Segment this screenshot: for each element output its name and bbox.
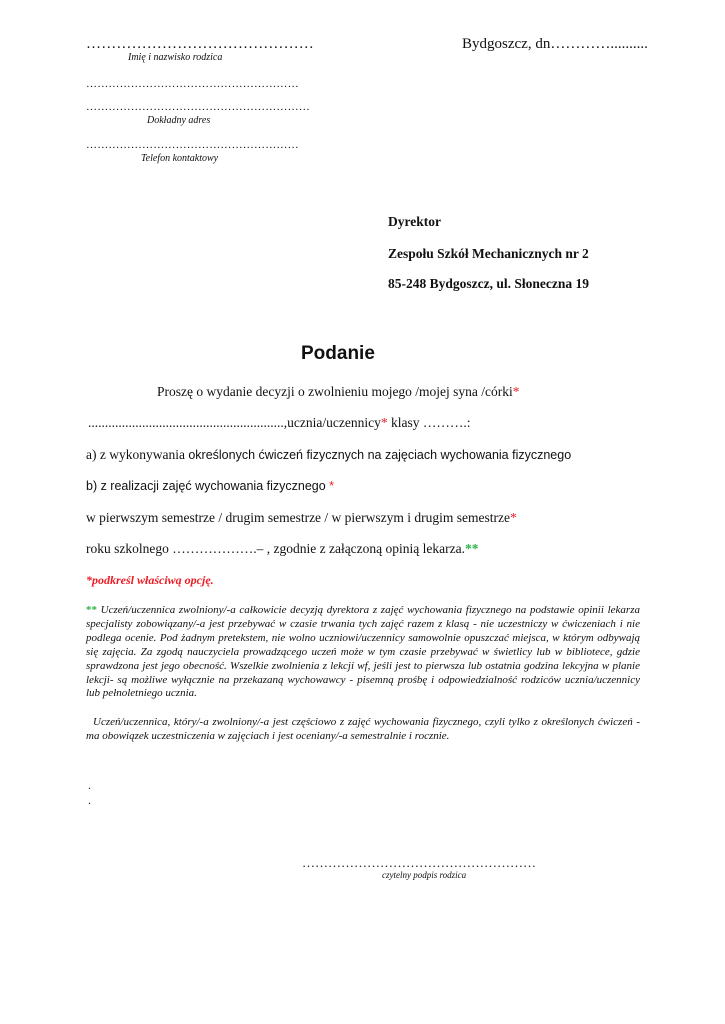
city-date: Bydgoszcz, dn…………..........: [462, 36, 648, 52]
request-text: Proszę o wydanie decyzji o zwolnieniu mojego /mojej syna /córki: [157, 384, 513, 399]
option-b: [86, 479, 334, 493]
recipient-line-1: Dyrektor: [388, 214, 441, 229]
address-label: Dokładny adres: [147, 115, 211, 126]
parent-name-dots: ………………………………………: [86, 36, 314, 52]
signature-label: czytelny podpis rodzica: [382, 870, 467, 880]
request-line: [157, 384, 520, 400]
option-b-text: b) z realizacji zajęć wychowania fizycznego: [86, 479, 330, 493]
class-text: klasy ……….:: [387, 415, 471, 430]
phone-label: Telefon kontaktowy: [141, 153, 219, 164]
student-dots: ..........................................................,ucznia/uczennicy: [88, 415, 381, 430]
recipient-line-2: Zespołu Szkół Mechanicznych nr 2: [388, 246, 589, 261]
option-a-prefix: a) z wykonywania: [86, 447, 189, 462]
semester-text: w pierwszym semestrze / drugim semestrze / w pierwszym i drugim semestrze: [86, 510, 511, 525]
phone-dots: …………………………………………………: [86, 139, 299, 151]
mark-dot-2: .: [88, 793, 91, 807]
semester-line: [86, 510, 517, 526]
parent-name-label: Imię i nazwisko rodzica: [128, 52, 223, 63]
double-asterisk: **: [465, 541, 479, 556]
signature-dots: ………………………………………………: [302, 855, 536, 870]
double-asterisk: **: [86, 604, 97, 616]
underline-note: *podkreśl właściwą opcję.: [86, 573, 214, 587]
asterisk: *: [380, 415, 388, 430]
option-a: [86, 446, 571, 464]
mark-dot-1: .: [88, 778, 91, 792]
asterisk: *: [510, 510, 517, 525]
student-line: [88, 415, 470, 431]
school-year-text: roku szkolnego ……………….– , zgodnie z załączoną opinią lekarza.: [86, 541, 465, 556]
footnote-paragraph-2: Uczeń/uczennica, który/-a zwolniony/-a jest częściowo z zajęć wychowania fizycznego, czyli tylko z określonych ćwiczeń - ma obowiązek uczestniczenia w zajęciach i jest oceniany/-a semestralnie i rocznie.: [86, 716, 640, 742]
asterisk: *: [329, 479, 335, 493]
asterisk: *: [512, 384, 520, 399]
document-title: Podanie: [301, 343, 375, 364]
school-year-line: [86, 541, 479, 557]
address-dots-2: ……………………………………………………: [86, 101, 310, 113]
footnote-paragraph-1: [86, 604, 640, 701]
footnote-text-1: Uczeń/uczennica zwolniony/-a całkowicie decyzją dyrektora z zajęć wychowania fizycznego na podstawie opinii lekarza specjalisty zobowiązany/-a jest przebywać w czasie trwania tych zajęć razem z klasą - nie uczestniczy w ćwiczeniach i nie podlega ocenie. Pod żadnym pretekstem, nie wolno uczniowi/uczennicy samowolnie opuszczać miejsca, w którym odbywają się zajęcia. Za zgodą nauczyciela prowadzącego uczeń może w tym czasie przebywać w świetlicy lub w bibliotece, gdzie sprawdzona jest jego obecność. Wszelkie zwolnienia z lekcji wf, jeśli jest to pierwsza lub ostatnia godzina lekcyjna w planie lekcji- są możliwe wyłącznie na przekazaną wychowawcy - pisemną prośbę i odpowiedzialność rodziców ucznia/uczennicy lub pełnoletniego ucznia.: [86, 604, 640, 700]
address-dots-1: …………………………………………………: [86, 78, 299, 90]
recipient-line-3: 85-248 Bydgoszcz, ul. Słoneczna 19: [388, 276, 589, 291]
option-a-text: określonych ćwiczeń fizycznych na zajęciach wychowania fizycznego: [188, 448, 572, 462]
